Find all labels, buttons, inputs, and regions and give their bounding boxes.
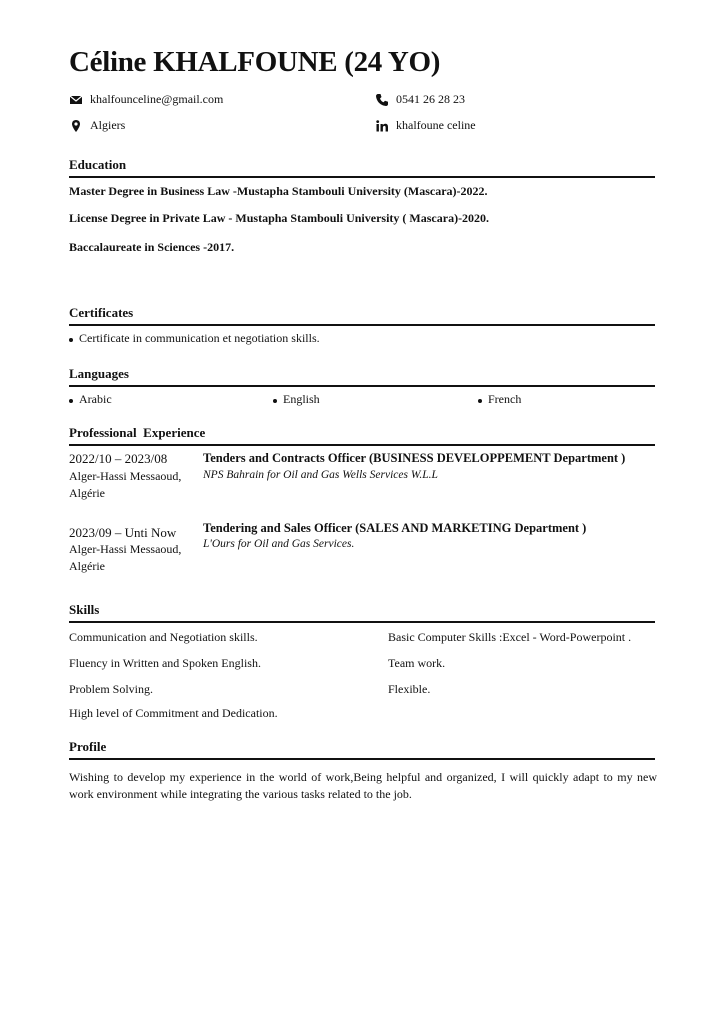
section-divider	[69, 758, 655, 760]
section-title-skills: Skills	[69, 602, 100, 617]
candidate-name: Céline KHALFOUNE (24 YO)	[69, 46, 441, 78]
skill-item: Flexible.	[388, 682, 431, 696]
email-text[interactable]: khalfounceline@gmail.com	[90, 92, 224, 106]
contact-location	[69, 118, 125, 133]
linkedin-icon	[375, 119, 389, 133]
language-item	[69, 392, 112, 407]
contact-linkedin[interactable]	[375, 118, 476, 133]
bullet-icon	[69, 338, 73, 342]
contact-email[interactable]	[69, 92, 223, 107]
skill-item: Team work.	[388, 656, 446, 670]
envelope-icon	[69, 93, 83, 107]
experience-company: NPS Bahrain for Oil and Gas Wells Services W.L.L	[203, 469, 438, 481]
language-text: Arabic	[79, 392, 112, 406]
skill-item: High level of Commitment and Dedication.	[69, 706, 278, 720]
location-text: Algiers	[90, 118, 126, 132]
section-title-certificates: Certificates	[69, 305, 134, 320]
section-divider	[69, 324, 655, 326]
profile-text: Wishing to develop my experience in the world of work,Being helpful and organized, I will quickly adapt to my new work environment while integrating the various tasks related to the job.	[69, 770, 657, 801]
section-divider	[69, 444, 655, 446]
experience-company: L'Ours for Oil and Gas Services.	[203, 538, 355, 550]
skill-item: Communication and Negotiation skills.	[69, 630, 258, 644]
phone-icon	[375, 93, 389, 107]
section-divider	[69, 385, 655, 387]
experience-location: Alger-Hassi Messaoud, Algérie	[69, 542, 182, 573]
experience-role: Tendering and Sales Officer (SALES AND MARKETING Department )	[203, 521, 587, 535]
map-pin-icon	[69, 119, 83, 133]
education-item: Baccalaureate in Sciences -2017.	[69, 240, 235, 254]
experience-dates: 2023/09 – Unti Now	[69, 525, 177, 540]
section-divider	[69, 176, 655, 178]
section-title-languages: Languages	[69, 366, 129, 381]
contact-phone[interactable]	[375, 92, 465, 107]
education-item: License Degree in Private Law - Mustapha Stambouli University ( Mascara)-2020.	[69, 211, 490, 225]
linkedin-text[interactable]: khalfoune celine	[396, 118, 476, 132]
section-title-profile: Profile	[69, 739, 107, 754]
experience-dates: 2022/10 – 2023/08	[69, 451, 168, 466]
bullet-icon	[478, 399, 482, 403]
skill-item: Problem Solving.	[69, 682, 154, 696]
section-title-education: Education	[69, 157, 127, 172]
bullet-icon	[69, 399, 73, 403]
language-item	[478, 392, 521, 407]
language-item	[273, 392, 320, 407]
education-item: Master Degree in Business Law -Mustapha Stambouli University (Mascara)-2022.	[69, 184, 488, 198]
skill-item: Basic Computer Skills :Excel - Word-Powerpoint .	[388, 630, 632, 644]
section-title-experience: Professional Experience	[69, 425, 206, 440]
experience-location: Alger-Hassi Messaoud, Algérie	[69, 469, 182, 500]
language-text: French	[488, 392, 522, 406]
experience-role: Tenders and Contracts Officer (BUSINESS DEVELOPPEMENT Department )	[203, 451, 626, 465]
phone-text[interactable]: 0541 26 28 23	[396, 92, 465, 106]
language-text: English	[283, 392, 320, 406]
certificate-item	[69, 331, 320, 346]
bullet-icon	[273, 399, 277, 403]
section-divider	[69, 621, 655, 623]
skill-item: Fluency in Written and Spoken English.	[69, 656, 261, 670]
certificate-text: Certificate in communication et negotiation skills.	[79, 331, 320, 345]
